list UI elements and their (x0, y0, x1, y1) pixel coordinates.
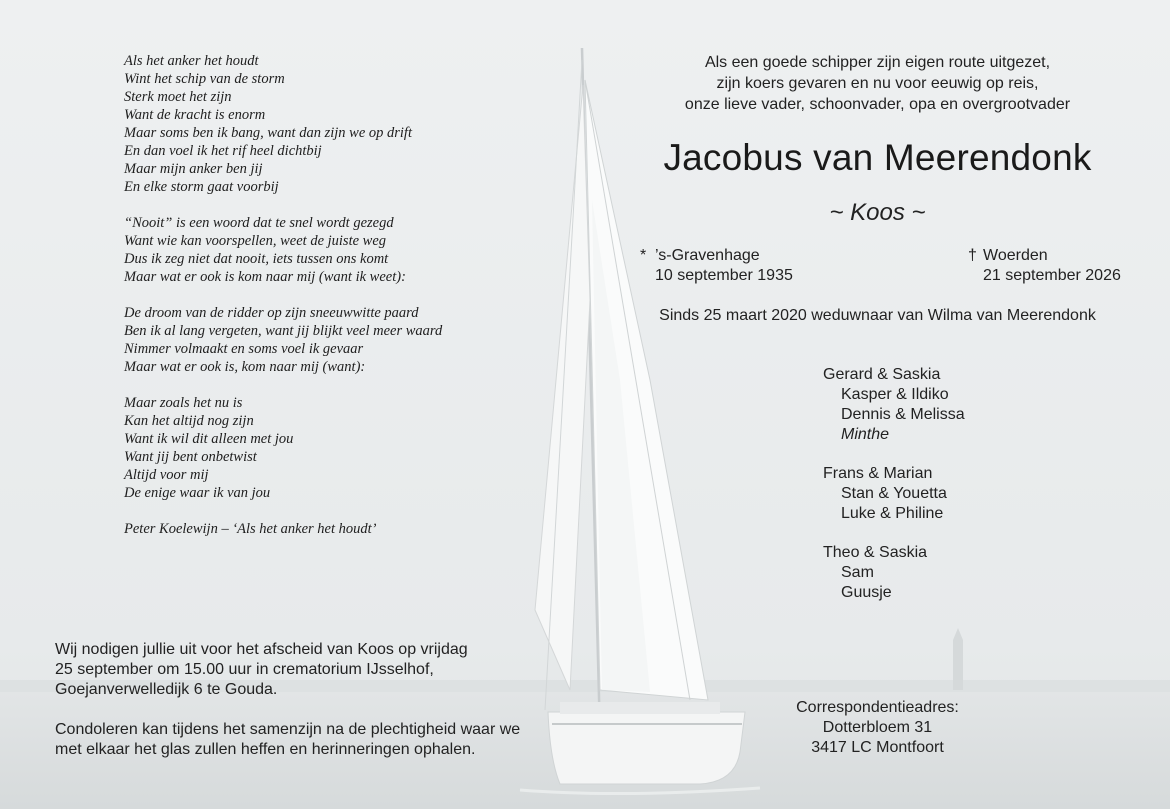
family-parents: Theo & Saskia (823, 544, 928, 561)
poem-line: Want wie kan voorspellen, weet de juiste weg (124, 233, 387, 249)
poem-line: En dan voel ik het rif heel dichtbij (124, 143, 322, 159)
poem-line: Maar wat er ook is kom naar mij (want ik weet): (124, 269, 406, 285)
condolence-paragraph (55, 720, 535, 760)
poem-line: En elke storm gaat voorbij (124, 179, 279, 195)
death-symbol: † (968, 247, 977, 264)
birth-date: 10 september 1935 (655, 267, 793, 284)
condolence-line: met elkaar het glas zullen heffen en herinneringen ophalen. (55, 741, 476, 758)
poem-line: Maar mijn anker ben jij (124, 161, 263, 177)
poem-attribution (124, 520, 544, 538)
poem-line: Ben ik al lang vergeten, want jij blijkt veel meer waard (124, 323, 443, 339)
family-child: Luke & Philine (841, 505, 944, 522)
poem-line: Want jij bent onbetwist (124, 449, 257, 465)
poem-stanza (124, 394, 544, 502)
family-child: Dennis & Melissa (841, 406, 965, 423)
birth-info (640, 246, 793, 286)
poem-line: Altijd voor mij (124, 467, 209, 483)
family-great-grandchild: Minthe (841, 426, 890, 443)
family-child: Sam (841, 564, 874, 581)
poem-line: Wint het schip van de storm (124, 71, 285, 87)
intro-line: zijn koers gevaren en nu voor eeuwig op reis, (716, 75, 1039, 92)
poem-line: “Nooit” is een woord dat te snel wordt gezegd (124, 215, 394, 231)
birth-symbol: * (640, 247, 647, 264)
poem-line: Want de kracht is enorm (124, 107, 266, 123)
family-parents: Frans & Marian (823, 465, 933, 482)
family-group (823, 365, 965, 445)
poem-line: De enige waar ik van jou (124, 485, 271, 501)
poem-line: Sterk moet het zijn (124, 89, 232, 105)
deceased-nickname: ~ Koos ~ (829, 199, 926, 226)
widower-line: Sinds 25 maart 2020 weduwnaar van Wilma van Meerendonk (659, 307, 1096, 324)
address-street: Dotterbloem 31 (822, 719, 933, 736)
family-child: Guusje (841, 584, 892, 601)
intro-line: onze lieve vader, schoonvader, opa en overgrootvader (684, 96, 1071, 113)
death-place: Woerden (983, 247, 1048, 264)
poem-line: Want ik wil dit alleen met jou (124, 431, 294, 447)
poem-line: Als het anker het houdt (124, 53, 259, 69)
condolence-line: Condoleren kan tijdens het samenzijn na de plechtigheid waar we (55, 721, 521, 738)
family-group (823, 543, 965, 603)
invitation-text (55, 640, 535, 780)
poem (124, 52, 544, 556)
poem-line: Dus ik zeg niet dat nooit, iets tussen ons komt (124, 251, 389, 267)
poem-credit: Peter Koelewijn – ‘Als het anker het houdt’ (124, 521, 377, 537)
family-list (823, 365, 965, 622)
poem-stanza (124, 304, 544, 376)
intro-text (640, 52, 1115, 115)
death-date: 21 september 2026 (983, 267, 1121, 284)
family-child: Kasper & Ildiko (841, 386, 949, 403)
intro-line: Als een goede schipper zijn eigen route uitgezet, (704, 54, 1051, 71)
family-group (823, 464, 965, 524)
address-label: Correspondentieadres: (796, 699, 959, 716)
invitation-line: Wij nodigen jullie uit voor het afscheid van Koos op vrijdag (55, 641, 468, 658)
deceased-name: Jacobus van Meerendonk (663, 137, 1092, 178)
death-info (968, 246, 1121, 286)
poem-line: Kan het altijd nog zijn (124, 413, 254, 429)
family-child: Stan & Youetta (841, 485, 947, 502)
invitation-paragraph (55, 640, 535, 700)
poem-line: Maar wat er ook is, kom naar mij (want): (124, 359, 366, 375)
invitation-line: Goejanverwelledijk 6 te Gouda. (55, 681, 278, 698)
poem-line: De droom van de ridder op zijn sneeuwwitte paard (124, 305, 419, 321)
family-parents: Gerard & Saskia (823, 366, 941, 383)
correspondence-address (790, 698, 965, 758)
poem-line: Nimmer volmaakt en soms voel ik gevaar (124, 341, 364, 357)
poem-stanza (124, 52, 544, 196)
invitation-line: 25 september om 15.00 uur in crematorium IJsselhof, (55, 661, 434, 678)
poem-line: Maar zoals het nu is (124, 395, 243, 411)
poem-line: Maar soms ben ik bang, want dan zijn we op drift (124, 125, 412, 141)
address-city: 3417 LC Montfoort (811, 739, 944, 756)
poem-stanza (124, 214, 544, 286)
birth-place: ’s-Gravenhage (655, 247, 760, 264)
